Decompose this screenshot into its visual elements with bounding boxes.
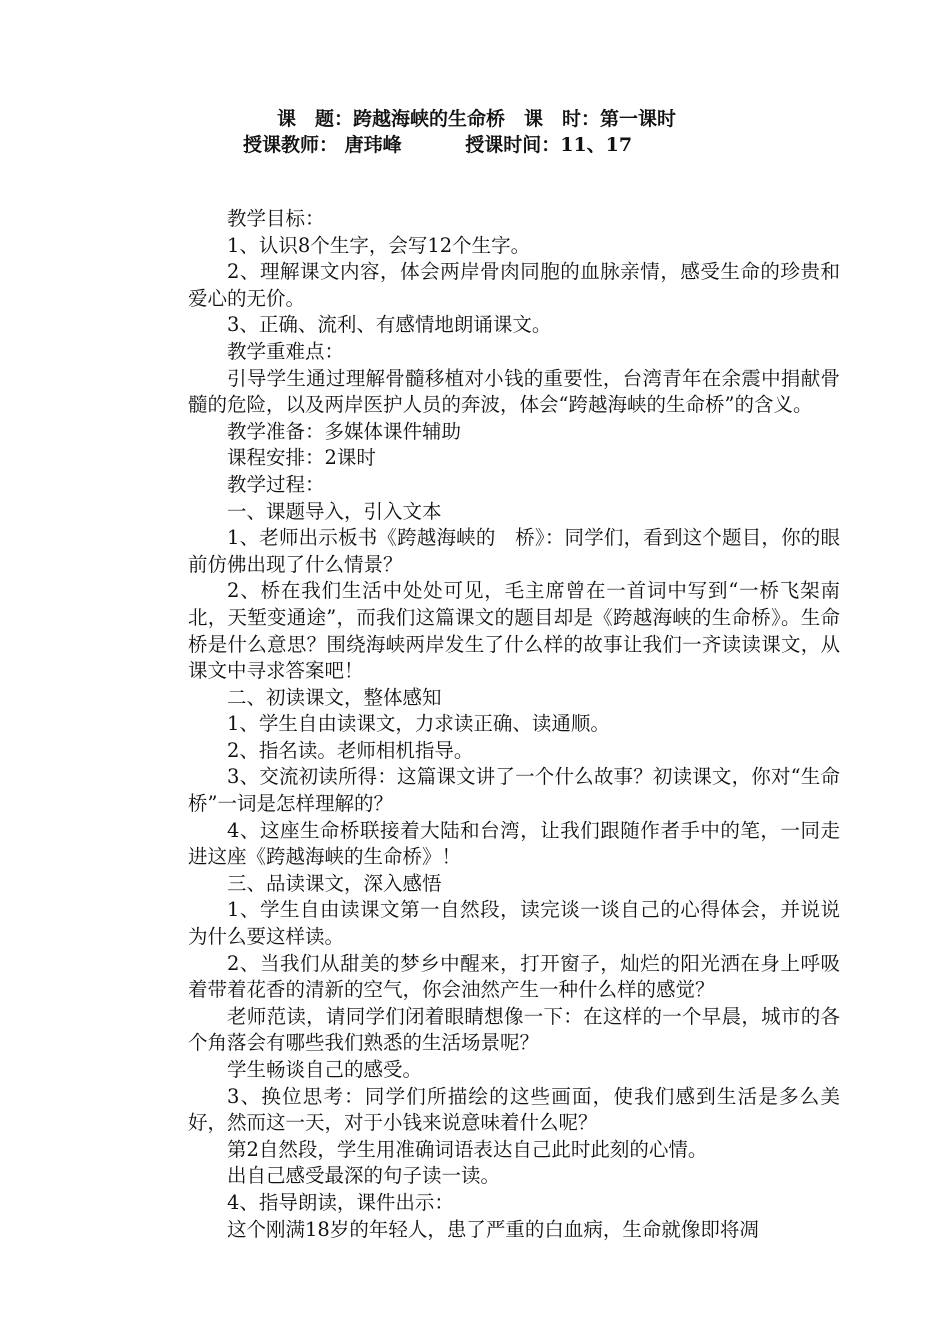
process-paragraph: 出自己感受最深的句子读一读。 [227,1164,501,1188]
process-paragraph: 1、学生自由读课文，力求读正确、读通顺。 [227,712,610,736]
process-paragraph: 1、学生自由读课文第一自然段，读完谈一谈自己的心得体会，并说说为什么要这样读。 [188,898,840,949]
lesson-title-line: 课 题：跨越海峡的生命桥 课 时：第一课时 [277,108,677,130]
objective-item: 2、理解课文内容，体会两岸骨肉同胞的血脉亲情，感受生命的珍贵和爱心的无价。 [188,260,840,310]
process-paragraph: 3、交流初读所得：这篇课文讲了一个什么故事？初读课文，你对“生命桥”一词是怎样理解的？ [188,765,840,816]
process-paragraph: 第2自然段，学生用准确词语表达自己此时此刻的心情。 [227,1137,708,1161]
key-points-heading: 教学重难点： [227,339,345,363]
section-heading: 一、课题导入，引入文本 [227,499,442,523]
teacher-time-line: 授课教师： 唐玮峰 授课时间：11、17 [243,134,633,156]
process-paragraph: 1、老师出示板书《跨越海峡的 桥》：同学们，看到这个题目，你的眼前仿佛出现了什么情景？ [188,526,840,576]
process-paragraph: 2、当我们从甜美的梦乡中醒来，打开窗子，灿烂的阳光洒在身上呼吸着带着花香的清新的空气，你会油然产生一种什么样的感觉？ [188,951,840,1002]
schedule-line: 课程安排：2课时 [227,446,376,470]
section-heading: 三、品读课文，深入感悟 [227,871,442,895]
process-heading: 教学过程： [227,472,325,496]
objectives-heading: 教学目标： [227,207,325,230]
objective-item: 3、正确、流利、有感情地朗诵课文。 [227,313,552,337]
process-paragraph: 这个刚满18岁的年轻人，患了严重的白血病，生命就像即将凋 [227,1217,759,1241]
process-paragraph: 学生畅谈自己的感受。 [227,1058,423,1081]
key-points-text: 引导学生通过理解骨髓移植对小钱的重要性，台湾青年在余震中捐献骨髓的危险，以及两岸医护人员的奔波，体会“跨越海峡的生命桥”的含义。 [188,366,840,417]
lesson-plan-body [188,206,840,1243]
process-paragraph: 3、换位思考：同学们所描绘的这些画面，使我们感到生活是多么美好，然而这一天，对于小钱来说意味着什么呢？ [188,1084,840,1135]
objective-item: 1、认识8个生字，会写12个生字。 [227,233,531,257]
process-paragraph: 4、这座生命桥联接着大陆和台湾，让我们跟随作者手中的笔，一同走进这座《跨越海峡的生命桥》！ [188,818,840,869]
process-paragraph: 2、指名读。老师相机指导。 [227,738,474,762]
preparation-line: 教学准备：多媒体课件辅助 [227,419,462,443]
process-paragraph: 老师范读，请同学们闭着眼睛想像一下：在这样的一个早晨，城市的各个角落会有哪些我们熟悉的生活场景呢？ [188,1004,840,1055]
process-paragraph: 2、桥在我们生活中处处可见，毛主席曾在一首词中写到“一桥飞架南北，天堑变通途”，而我们这篇课文的题目却是《跨越海峡的生命桥》。生命桥是什么意思？围绕海峡两岸发生了什么样的故事让我们一齐读读课文，从课文中寻求答案吧！ [188,579,840,683]
process-paragraph: 4、指导朗读，课件出示： [227,1190,454,1214]
section-heading: 二、初读课文，整体感知 [227,685,442,709]
